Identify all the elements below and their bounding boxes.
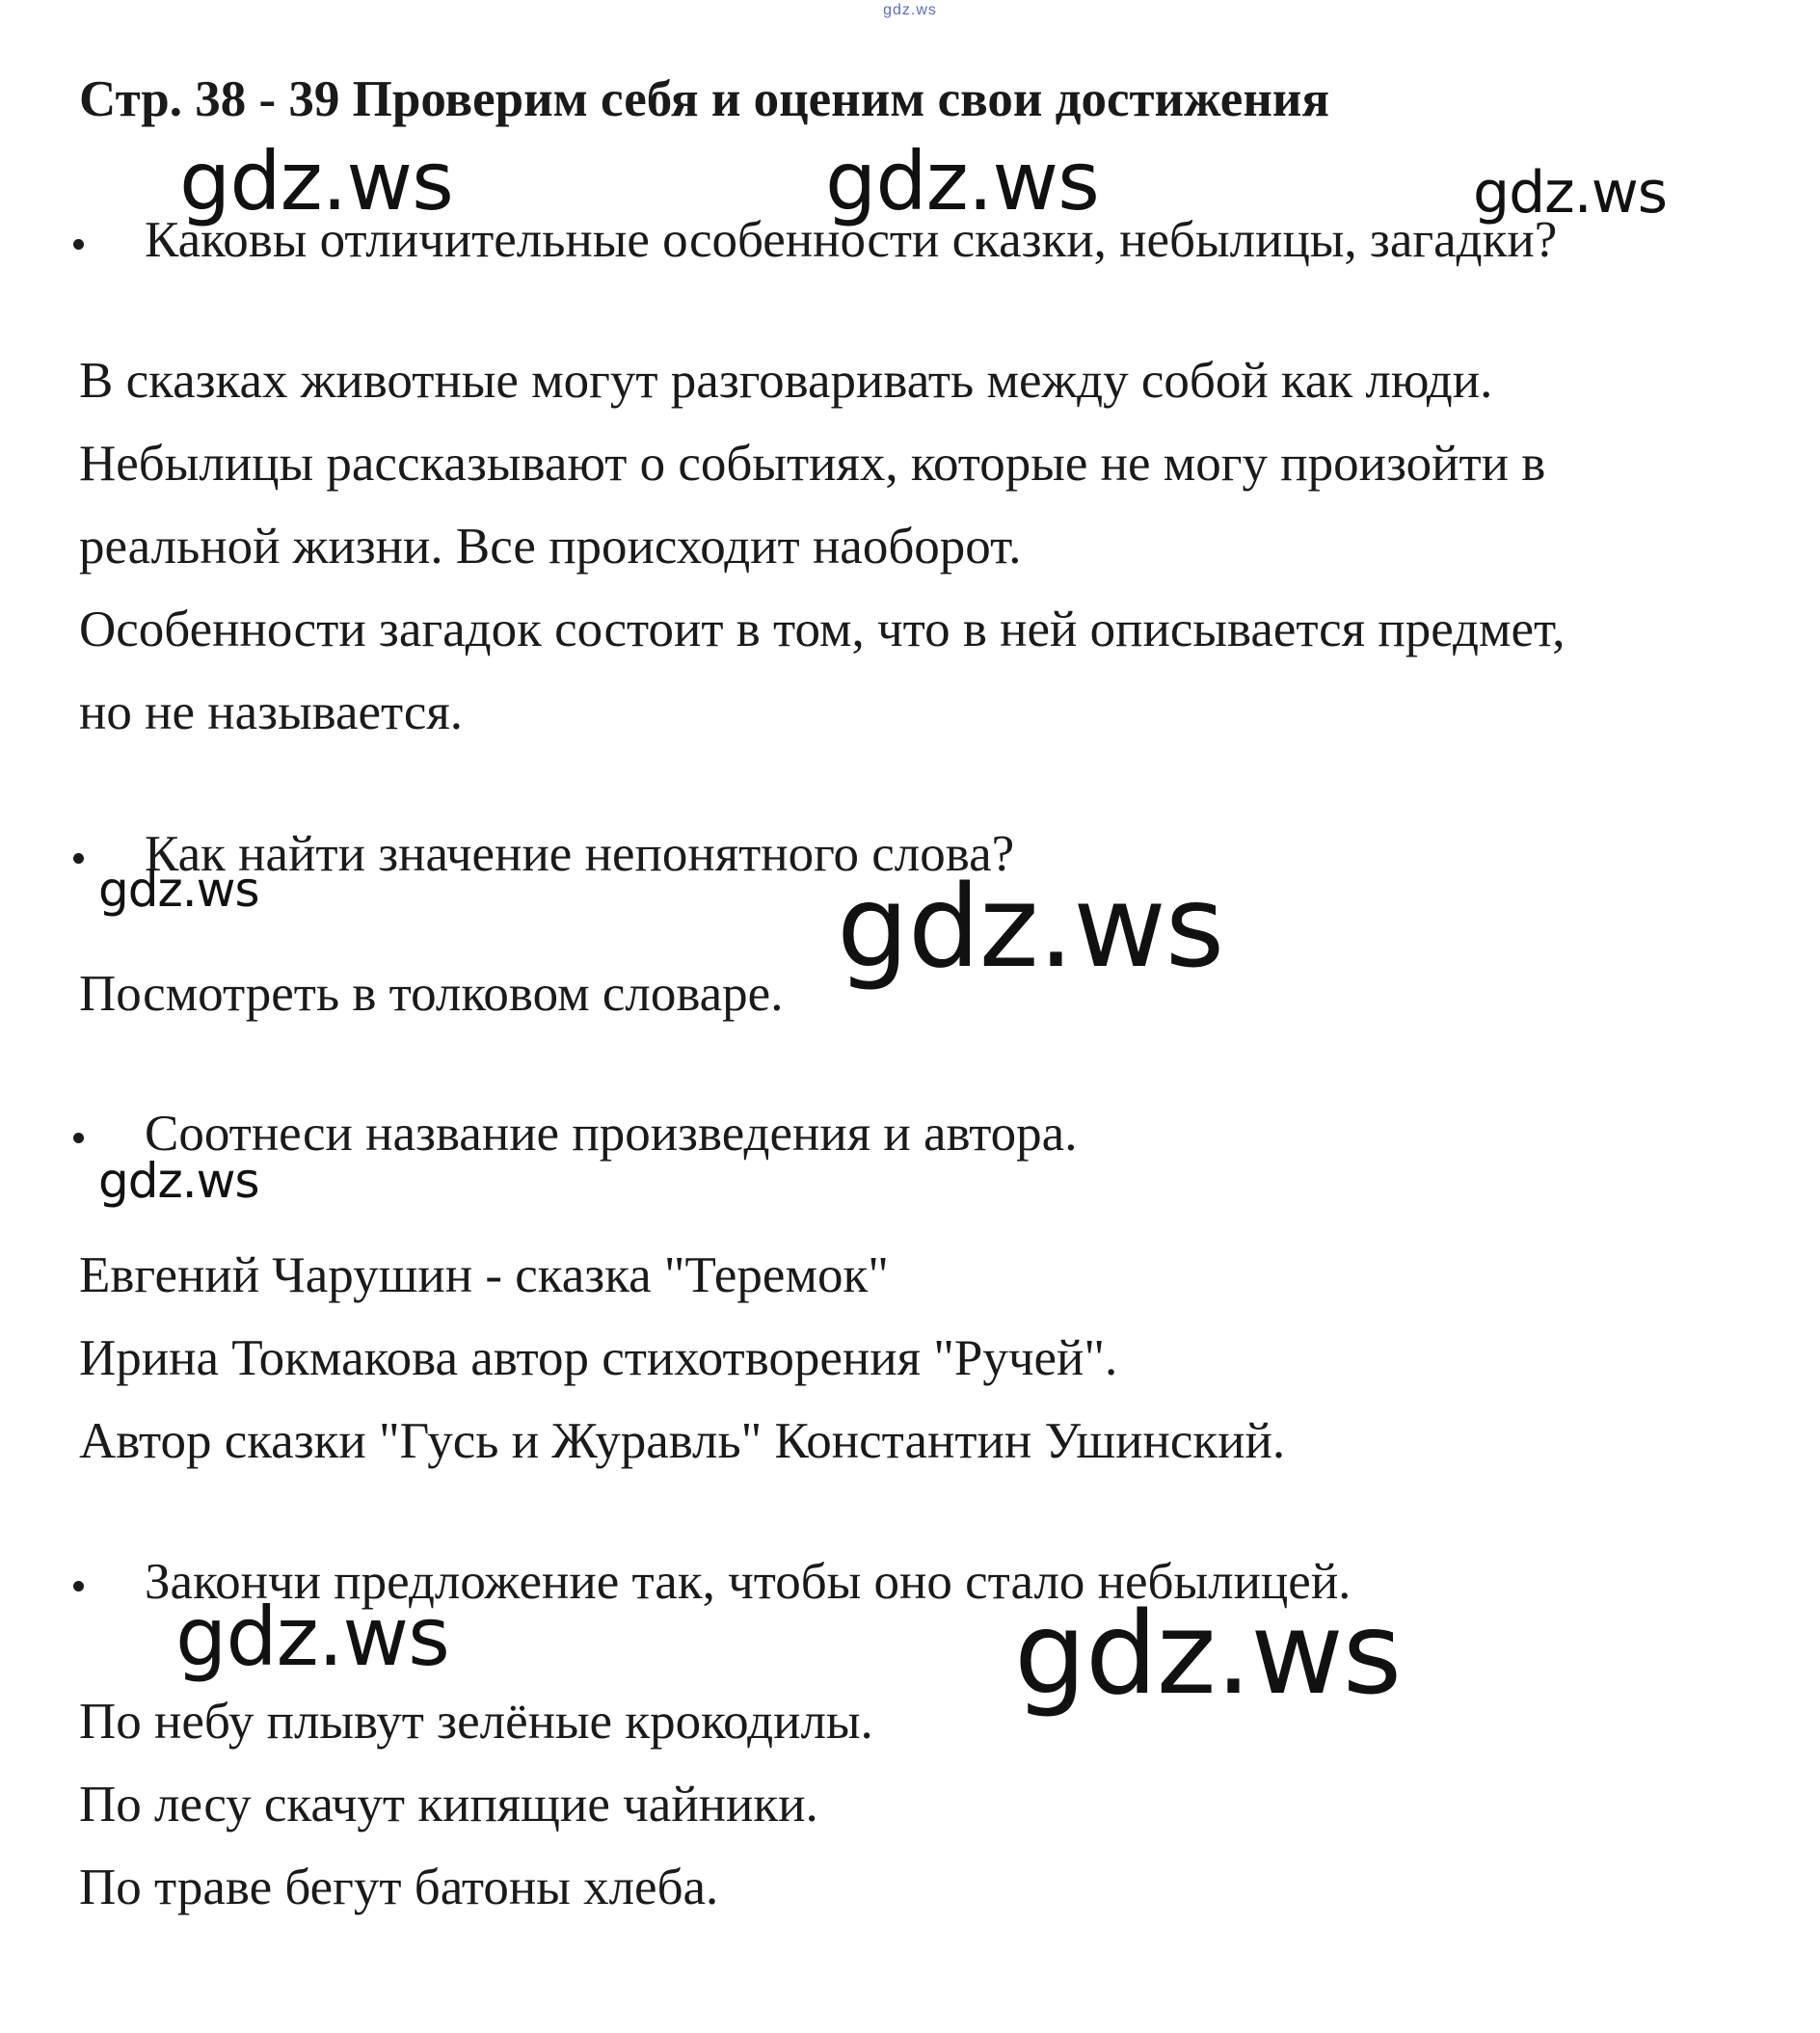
watermark: gdz.ws <box>825 134 1099 228</box>
watermark: gdz.ws <box>98 862 259 918</box>
page-title: Стр. 38 - 39 Проверим себя и оценим свои достижения <box>79 71 1330 127</box>
header-site-mark: gdz.ws <box>883 2 937 18</box>
question-3: Соотнеси название произведения и автора. <box>145 1106 1078 1162</box>
answer-3-line-1: Евгений Чарушин - сказка "Теремок" <box>79 1247 889 1303</box>
question-1: Каковы отличительные особенности сказки, небылицы, загадки? <box>145 212 1558 268</box>
watermark: gdz.ws <box>1014 1587 1402 1720</box>
bullet-icon <box>73 239 84 250</box>
watermark: gdz.ws <box>837 860 1224 993</box>
answer-3-line-3: Автор сказки "Гусь и Журавль" Константин Ушинский. <box>79 1413 1286 1469</box>
bullet-icon <box>73 853 84 864</box>
question-2: Как найти значение непонятного слова? <box>145 826 1015 882</box>
watermark: gdz.ws <box>98 1153 259 1209</box>
question-4: Закончи предложение так, чтобы оно стало небылицей. <box>145 1554 1352 1610</box>
watermark: gdz.ws <box>179 134 453 228</box>
watermark: gdz.ws <box>175 1590 449 1684</box>
answer-4-line-2: По лесу скачут кипящие чайники. <box>79 1777 818 1832</box>
bullet-icon <box>73 1581 84 1592</box>
answer-1-line-5: но не называется. <box>79 684 464 740</box>
answer-3-line-2: Ирина Токмакова автор стихотворения "Ручей". <box>79 1330 1118 1386</box>
answer-1-line-1: В сказках животные могут разговаривать между собой как люди. <box>79 353 1493 409</box>
answer-2-line-1: Посмотреть в толковом словаре. <box>79 966 784 1022</box>
answer-1-line-3: реальной жизни. Все происходит наоборот. <box>79 519 1022 575</box>
answer-4-line-3: По траве бегут батоны хлеба. <box>79 1859 719 1915</box>
answer-1-line-2: Небылицы рассказывают о событиях, которые не могу произойти в <box>79 436 1546 492</box>
bullet-icon <box>73 1133 84 1143</box>
watermark: gdz.ws <box>1473 159 1668 227</box>
answer-1-line-4: Особенности загадок состоит в том, что в ней описывается предмет, <box>79 602 1566 657</box>
answer-4-line-1: По небу плывут зелёные крокодилы. <box>79 1694 873 1750</box>
